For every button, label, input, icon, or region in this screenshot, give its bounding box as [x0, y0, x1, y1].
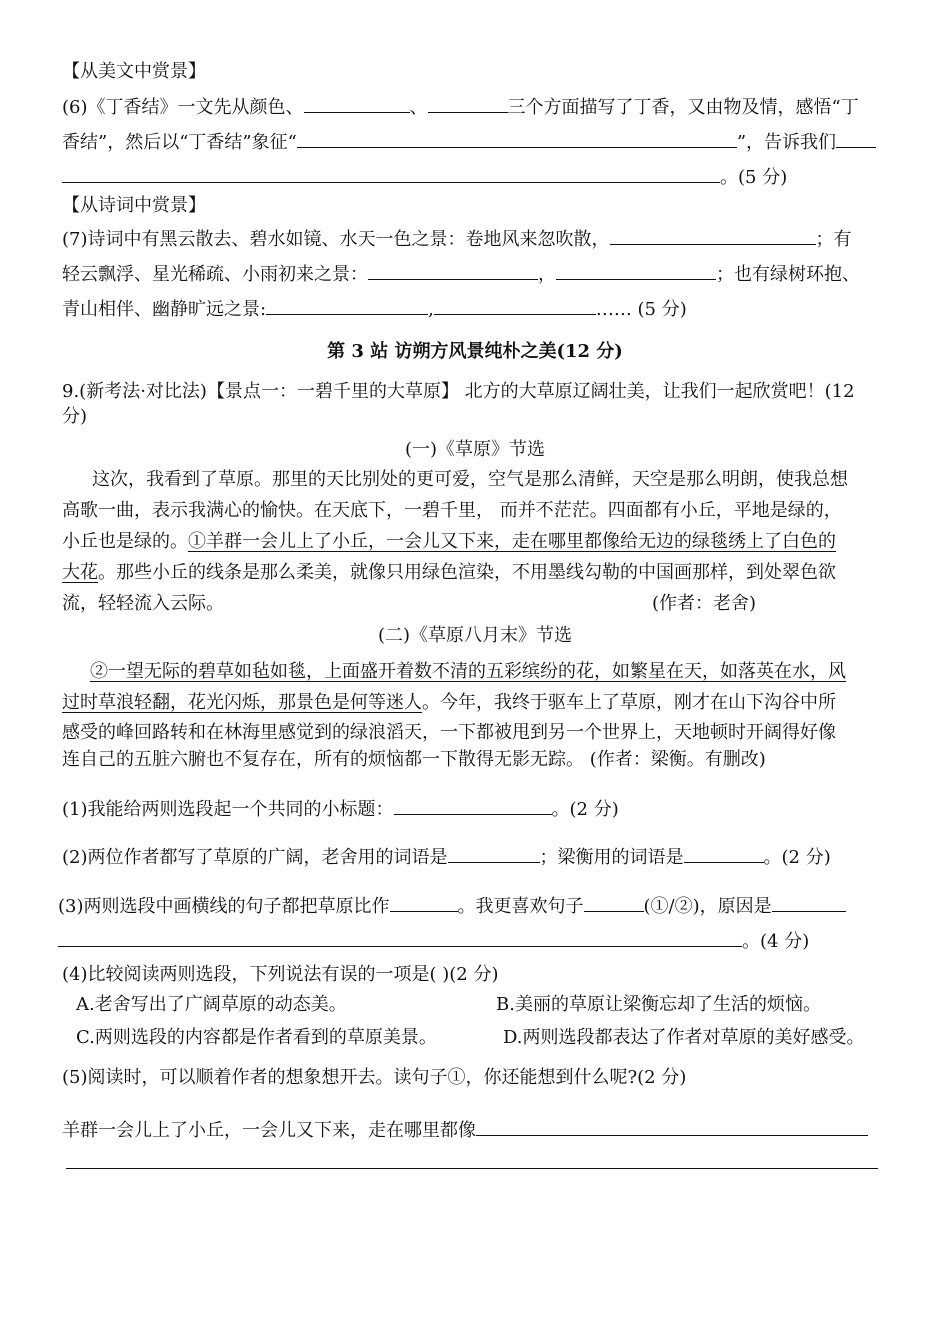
q6-end: 。(5 分) — [720, 167, 788, 188]
q9-intro-line1: 9.(新考法·对比法)【景点一：一碧千里的大草原】 北方的大草原辽阔壮美，让我们一起欣赏吧！(12 — [62, 381, 855, 402]
q9-sub3-blank-3[interactable] — [772, 893, 846, 912]
q7-blank-3[interactable] — [556, 261, 716, 280]
q9-sub3-text-2: 。我更喜欢句子 — [457, 896, 584, 917]
passage-2-line1 — [90, 660, 846, 684]
q9-sub2-blank-2[interactable] — [684, 844, 764, 863]
q9-sub1-blank[interactable] — [394, 796, 552, 815]
q6-sep: 、 — [409, 97, 428, 118]
passage-1-line5: 流，轻轻流入云际。 — [62, 593, 224, 614]
q7-text-4: ；也有绿树环抱、 — [716, 264, 860, 285]
q7-text-1: (7)诗词中有黑云散去、碧水如镜、水天一色之景：卷地风来忽吹散， — [62, 229, 610, 250]
passage-1-line2: 高歌一曲，表示我满心的愉快。在天底下，一碧千里， 而并不茫茫。四面都有小丘，平地是绿的， — [62, 500, 842, 521]
q7-text-3: 轻云飘浮、星光稀疏、小雨初来之景： — [62, 264, 368, 285]
q9-sub4-stem: (4)比较阅读两则选段，下列说法有误的一项是( )(2 分) — [62, 964, 499, 985]
q9-sub5-prompt: 羊群一会儿上了小丘，一会儿又下来，走在哪里都像 — [62, 1120, 476, 1141]
question-7-line2 — [62, 261, 860, 287]
q6-blank-3[interactable] — [297, 129, 737, 148]
q6-blank-2[interactable] — [428, 94, 508, 113]
q9-sub3-blank-4[interactable] — [58, 928, 742, 947]
q7-text-5: 青山相伴、幽静旷远之景: — [62, 299, 267, 320]
q6-blank-1[interactable] — [304, 94, 410, 113]
section-heading-prose: 【从美文中赏景】 — [62, 61, 206, 82]
q9-sub2-end: 。(2 分) — [763, 847, 831, 868]
q6-text-2: 三个方面描写了丁香，又由物及情，感悟“丁 — [507, 97, 859, 118]
passage-2-line3: 感受的峰回路转和在林海里感觉到的绿浪滔天，一下都被甩到另一个世界上，天地顿时开阔得好像 — [62, 722, 836, 743]
q7-text-2: ；有 — [815, 229, 852, 250]
q9-sub5-blank-2[interactable] — [66, 1150, 878, 1169]
passage-1-title: (一)《草原》节选 — [404, 439, 546, 460]
q9-sub4-option-c[interactable]: C.两则选段的内容都是作者看到的草原美景。 — [76, 1027, 437, 1048]
q7-blank-5[interactable] — [434, 296, 596, 315]
q7-comma2: , — [428, 299, 434, 320]
passage-1-line3 — [62, 530, 836, 554]
p1-line4-text: 。那些小丘的线条是那么柔美，就像只用绿色渲染，不用墨线勾勒的中国画那样，到处翠色欲 — [98, 562, 836, 583]
passage-1-line4 — [62, 561, 836, 585]
question-7-line1 — [62, 226, 852, 252]
q9-sub3-line1 — [58, 893, 846, 919]
q9-sub1 — [62, 796, 619, 822]
q6-text-1: (6)《丁香结》一文先从颜色、 — [62, 97, 304, 118]
q7-end: …… (5 分) — [595, 299, 687, 320]
question-7-line3 — [62, 296, 687, 322]
q7-blank-1[interactable] — [610, 226, 816, 245]
question-6-line2 — [62, 129, 876, 155]
q9-sub3-blank-2[interactable] — [584, 893, 644, 912]
q9-sub5-blank-1[interactable] — [476, 1117, 868, 1136]
q9-sub3-line2 — [58, 928, 809, 954]
q6-blank-5[interactable] — [62, 164, 720, 183]
q6-blank-4[interactable] — [836, 129, 876, 148]
passage-1-author: (作者：老舍) — [652, 593, 757, 614]
q9-sub2-blank-1[interactable] — [448, 844, 540, 863]
passage-1-line1: 这次，我看到了草原。那里的天比别处的更可爱，空气是那么清鲜，天空是那么明朗，使我总想 — [92, 469, 848, 490]
passage-2-line4: 连自己的五脏六腑也不复存在，所有的烦恼都一下散得无影无踪。 (作者：梁衡。有删改) — [62, 749, 766, 770]
station-title: 第 3 站 访朔方风景纯朴之美(12 分) — [327, 341, 623, 362]
q9-sub2-text-2: ；梁衡用的词语是 — [539, 847, 684, 868]
q9-sub4-option-a[interactable]: A.老舍写出了广阔草原的动态美。 — [76, 994, 347, 1015]
q9-sub2 — [62, 844, 831, 870]
q9-sub2-text-1: (2)两位作者都写了草原的广阔，老舍用的词语是 — [62, 847, 448, 868]
q9-sub3-text-1: (3)两则选段中画横线的句子都把草原比作 — [58, 896, 390, 917]
q9-sub1-end: 。(2 分) — [551, 799, 619, 820]
q9-sub3-blank-1[interactable] — [390, 893, 458, 912]
q7-comma: ， — [538, 264, 556, 285]
passage-2-title: (二)《草原八月末》节选 — [377, 625, 573, 646]
q6-text-4: ”，告诉我们 — [736, 132, 837, 153]
question-6-line1 — [62, 94, 859, 120]
p2-underlined-sentence-2: ②一望无际的碧草如毡如毯，上面盛开着数不清的五彩缤纷的花，如繁星在天，如落英在水，风 — [90, 661, 846, 682]
p2-underlined-sentence-2-end: 过时草浪轻翻，花光闪烁，那景色是何等迷人 — [62, 692, 422, 713]
section-heading-poetry: 【从诗词中赏景】 — [62, 195, 206, 216]
q9-sub3-end: 。(4 分) — [742, 931, 810, 952]
q9-sub5-stem: (5)阅读时，可以顺着作者的想象想开去。读句子①，你还能想到什么呢?(2 分) — [62, 1067, 687, 1088]
p1-underlined-sentence-1-end: 大花 — [62, 562, 98, 583]
q7-blank-4[interactable] — [266, 296, 428, 315]
p2-line2-text: 。今年，我终于驱车上了草原，刚才在山下沟谷中所 — [422, 692, 836, 713]
p1-line3-text: 小丘也是绿的。 — [62, 531, 188, 552]
q9-sub5-answer-line2 — [66, 1150, 878, 1176]
q6-text-3: 香结”，然后以“丁香结”象征“ — [62, 132, 297, 153]
q9-sub3-text-3: (①/②)，原因是 — [643, 896, 772, 917]
q9-sub4-option-d[interactable]: D.两则选段都表达了作者对草原的美好感受。 — [503, 1027, 865, 1048]
q9-sub1-text: (1)我能给两则选段起一个共同的小标题： — [62, 799, 394, 820]
passage-2-line2 — [62, 691, 836, 715]
p1-underlined-sentence-1: ①羊群一会儿上了小丘，一会儿又下来，走在哪里都像给无边的绿毯绣上了白色的 — [188, 531, 836, 552]
q9-intro-line2: 分) — [62, 406, 88, 427]
question-6-line3 — [62, 164, 787, 190]
q9-sub5-answer-line1 — [62, 1117, 868, 1143]
q7-blank-2[interactable] — [368, 261, 538, 280]
q9-sub4-option-b[interactable]: B.美丽的草原让梁衡忘却了生活的烦恼。 — [496, 994, 821, 1015]
